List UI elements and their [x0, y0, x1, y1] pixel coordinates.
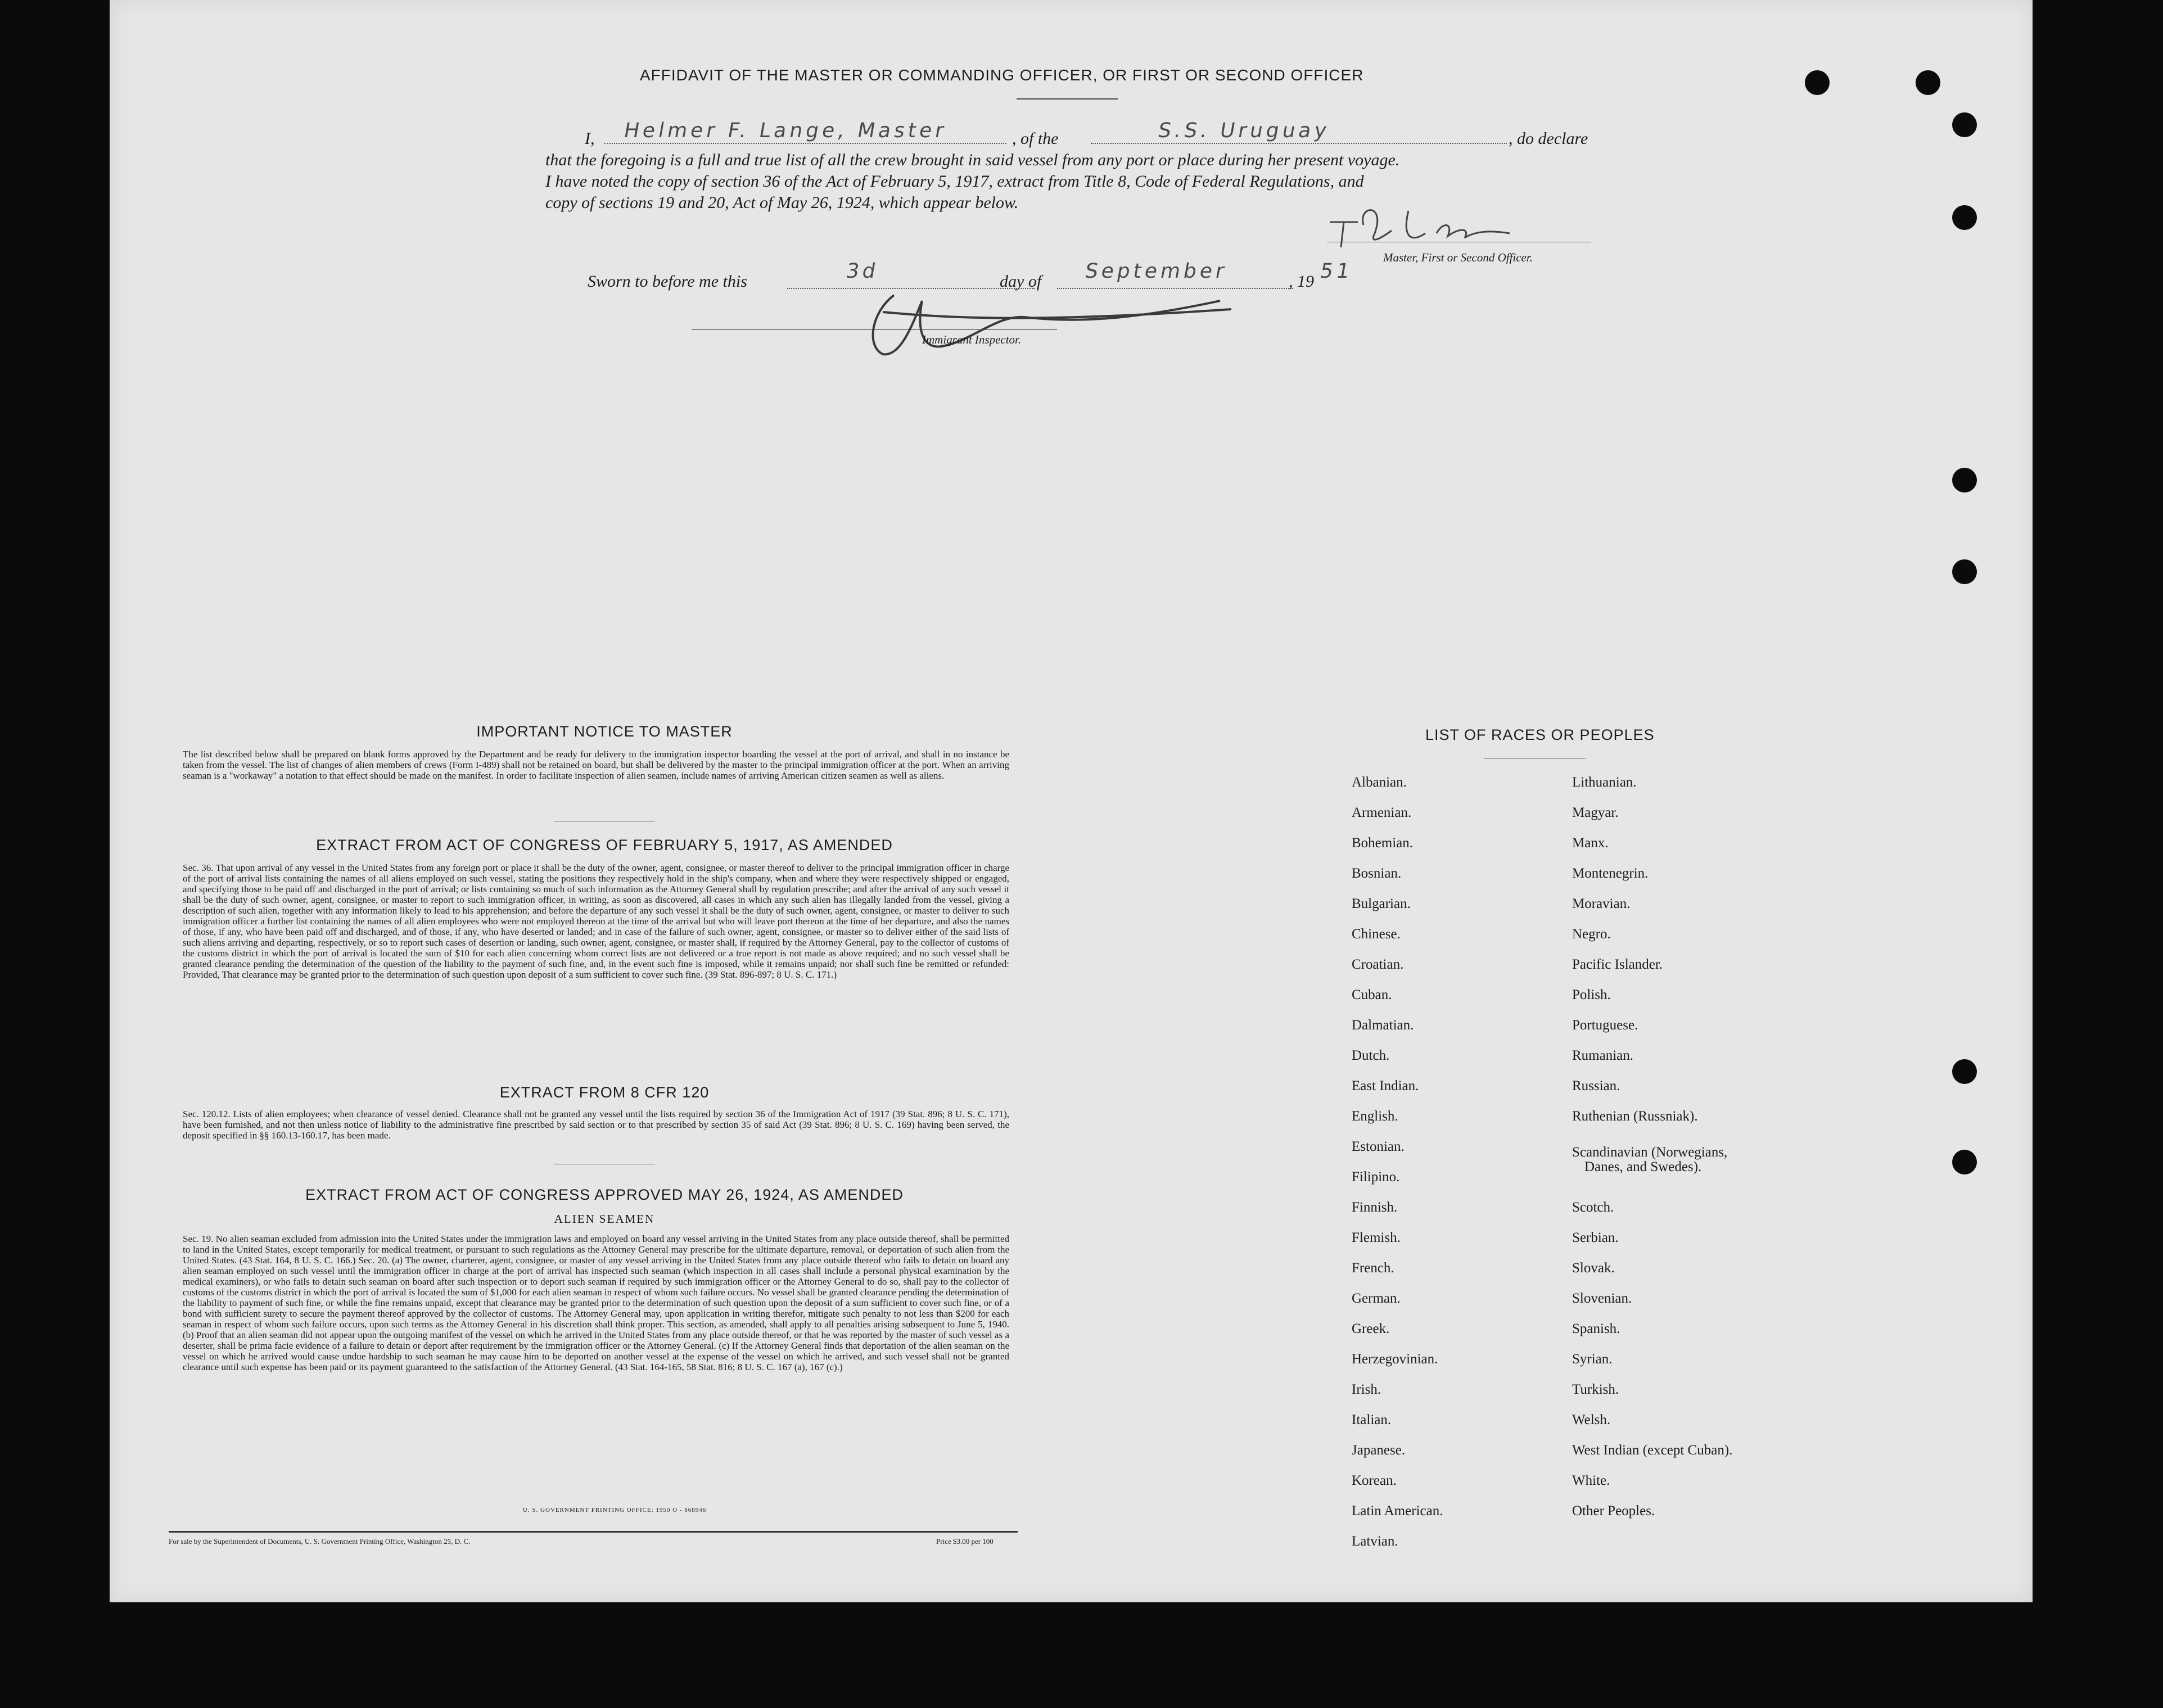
race-item: Polish.: [1572, 987, 1611, 1002]
vessel-line: [1091, 143, 1507, 144]
race-item: Serbian.: [1572, 1230, 1619, 1245]
race-item: Rumanian.: [1572, 1048, 1634, 1063]
binder-hole: [1952, 205, 1977, 230]
declaration-line-1: [585, 128, 595, 150]
race-item: Russian.: [1572, 1078, 1620, 1094]
race-item: Other Peoples.: [1572, 1503, 1655, 1519]
race-item: French.: [1352, 1260, 1394, 1276]
race-item: Pacific Islander.: [1572, 957, 1663, 972]
race-item: Manx.: [1572, 835, 1609, 851]
race-item: White.: [1572, 1473, 1610, 1488]
races-title: LIST OF RACES OR PEOPLES: [1425, 726, 1655, 743]
inspector-signature-line: [692, 329, 1057, 330]
race-item: Magyar.: [1572, 805, 1619, 820]
inspector-signature: [860, 278, 1243, 363]
race-item: Ruthenian (Russniak).: [1572, 1109, 1698, 1124]
race-item: Finnish.: [1352, 1200, 1398, 1215]
binder-hole: [1952, 1059, 1977, 1084]
binder-hole: [1805, 70, 1830, 95]
notice-title: IMPORTANT NOTICE TO MASTER: [476, 723, 733, 740]
race-item: Italian.: [1352, 1412, 1392, 1427]
race-item: Scotch.: [1572, 1200, 1614, 1215]
sworn-label: Sworn to before me this: [588, 272, 747, 291]
race-item: Latin American.: [1352, 1503, 1443, 1519]
race-item: Armenian.: [1352, 805, 1412, 820]
race-item: Korean.: [1352, 1473, 1397, 1488]
binder-hole: [1952, 112, 1977, 137]
do-declare-label: , do declare: [1509, 129, 1588, 148]
race-item: Slovak.: [1572, 1260, 1615, 1276]
race-item: German.: [1352, 1291, 1401, 1306]
race-item: English.: [1352, 1109, 1398, 1124]
race-item: Estonian.: [1352, 1139, 1405, 1154]
year-handwritten: 51: [1318, 260, 1355, 283]
month-handwritten: September: [1083, 260, 1230, 283]
race-item: Scandinavian (Norwegians,: [1572, 1145, 1728, 1160]
declaration-line-2: that the foregoing is a full and true list of all the crew brought in said vessel from any port or place during her present voyage.: [545, 151, 1400, 169]
race-item: Albanian.: [1352, 775, 1407, 790]
race-item: Cuban.: [1352, 987, 1392, 1002]
race-item: West Indian (except Cuban).: [1572, 1443, 1733, 1458]
race-item: Bosnian.: [1352, 866, 1402, 881]
binder-hole: [1916, 70, 1940, 95]
race-item: Montenegrin.: [1572, 866, 1649, 881]
race-item: Welsh.: [1572, 1412, 1611, 1427]
race-item: Flemish.: [1352, 1230, 1401, 1245]
officer-label: Master, First or Second Officer.: [1383, 251, 1533, 264]
race-item: Portuguese.: [1572, 1018, 1638, 1033]
race-item: Danes, and Swedes).: [1584, 1159, 1702, 1174]
race-item: Spanish.: [1572, 1321, 1620, 1336]
race-item: Japanese.: [1352, 1443, 1406, 1458]
notice-text: The list described below shall be prepared on blank forms approved by the Department and be ready for delivery to the immigration inspector boarding the vessel at the port of arrival, and shall in no instance be taken from the vessel. The list of changes of alien members of crews (Form I-489) shall not be retained on board, but shall be delivered by the master to the principal immigration officer at the port. When an arriving seaman is a "workaway" a notation to that effect should be made on the manifest. In order to facilitate inspection of alien seamen, include names of arriving American citizen seamen as well as aliens.: [183, 749, 1009, 781]
inspector-label: Immigrant Inspector.: [922, 333, 1022, 346]
sale-notice: For sale by the Superintendent of Documents, U. S. Government Printing Office, Washington 25, D. C.: [169, 1537, 471, 1546]
extract-1924-title: EXTRACT FROM ACT OF CONGRESS APPROVED MAY 26, 1924, AS AMENDED: [305, 1186, 904, 1203]
race-item: Dutch.: [1352, 1048, 1390, 1063]
race-item: Chinese.: [1352, 927, 1401, 942]
title-rule: [1017, 98, 1118, 100]
race-item: Slovenian.: [1572, 1291, 1632, 1306]
extract-cfr-text: Sec. 120.12. Lists of alien employees; when clearance of vessel denied. Clearance shall not be granted any vessel until the lists required by section 36 of the Immigration Act of 1917 (39 Stat. 896; 8 U. S. C. 171), have been furnished, and not then unless notice of liability to the administrative fine prescribed by said section or to that prescribed by section 35 of said Act (39 Stat. 896; 8 U. S. C. 169) having been served, the deposit specified in §§ 160.13-160.17, has been made.: [183, 1109, 1009, 1141]
binder-hole: [1952, 468, 1977, 492]
race-item: Greek.: [1352, 1321, 1390, 1336]
race-item: Irish.: [1352, 1382, 1381, 1397]
race-item: Croatian.: [1352, 957, 1404, 972]
master-signature: [1324, 200, 1515, 250]
vessel-handwritten: S.S. Uruguay: [1156, 119, 1332, 142]
race-item: Turkish.: [1572, 1382, 1619, 1397]
declaration-line-3: I have noted the copy of section 36 of the Act of February 5, 1917, extract from Title 8, Code of Federal Regulations, and: [545, 172, 1364, 191]
alien-seamen-subtitle: ALIEN SEAMEN: [554, 1212, 655, 1226]
day-of-label: day of: [1000, 272, 1042, 291]
race-item: Moravian.: [1572, 896, 1631, 911]
day-handwritten: 3d: [844, 260, 881, 283]
extract-cfr-title: EXTRACT FROM 8 CFR 120: [499, 1084, 710, 1101]
affidavit-title: AFFIDAVIT OF THE MASTER OR COMMANDING OFFICER, OR FIRST OR SECOND OFFICER: [640, 66, 1364, 84]
master-name-handwritten: Helmer F. Lange, Master: [622, 119, 949, 142]
race-item: Negro.: [1572, 927, 1611, 942]
race-item: Herzegovinian.: [1352, 1352, 1438, 1367]
i-label: I,: [585, 129, 595, 148]
price-notice: Price $3.00 per 100: [936, 1537, 994, 1546]
race-item: Bulgarian.: [1352, 896, 1411, 911]
extract-1917-title: EXTRACT FROM ACT OF CONGRESS OF FEBRUARY 5, 1917, AS AMENDED: [316, 837, 893, 853]
footer-rule: [169, 1531, 1018, 1533]
master-name-line: [604, 143, 1006, 144]
year-prefix-label: , 19: [1289, 272, 1314, 291]
race-item: Latvian.: [1352, 1534, 1398, 1549]
race-item: Dalmatian.: [1352, 1018, 1414, 1033]
race-item: East Indian.: [1352, 1078, 1419, 1094]
extract-1917-text: Sec. 36. That upon arrival of any vessel in the United States from any foreign port or place it shall be the duty of the owner, agent, consignee, or master thereof to deliver to the principal immigration officer in charge of the port of arrival lists containing the names of all aliens employed on such vessel, stating the positions they respectively hold in the ship's company, when and where they were respectively shipped or engaged, and specifying those to be paid off and discharged in the port of arrival; or lists containing so much of such information as the Attorney General shall by regulation prescribe; and after the arrival of any such vessel it shall be the duty of such owner, agent, consignee, or master to report to such immigration officer, in writing, as soon as discovered, all cases in which any such alien has illegally landed from the vessel, giving a description of such alien, together with any information likely to lead to his apprehension; and before the departure of any such vessel it shall be the duty of such owner, agent, consignee, or master to deliver to such immigration officer a further list containing the names of all alien employees who were not employed thereon at the time of the arrival but who will leave port thereon at the time of her departure, and also the names of those, if any, who have been paid off and discharged, and of those, if any, who have deserted or landed; and in case of the failure of such owner, agent, consignee, or master so to deliver either of the said lists of such aliens arriving and departing, respectively, or so to report such cases of desertion or landing, such owner, agent, consignee, or master shall, if required by the Attorney General, pay to the collector of customs of the customs district in which the port of arrival is located the sum of $10 for each alien concerning whom correct lists are not delivered or a true report is not made as above required; and no such vessel shall be granted clearance pending the determination of the question of the liability to the payment of such fine, and, in the event such fine is imposed, while it remains unpaid; nor shall such fine be remitted or refunded: Provided, That clearance may be granted prior to the determination of such question upon deposit of a sum sufficient to cover such fine. (39 Stat. 896-897; 8 U. S. C. 171.): [183, 862, 1009, 980]
race-item: Syrian.: [1572, 1352, 1613, 1367]
declaration-line-4: copy of sections 19 and 20, Act of May 26, 1924, which appear below.: [545, 193, 1019, 212]
of-the-label: , of the: [1012, 129, 1059, 148]
race-item: Lithuanian.: [1572, 775, 1637, 790]
binder-hole: [1952, 1150, 1977, 1174]
extract-1924-text: Sec. 19. No alien seaman excluded from admission into the United States under the immigration laws and employed on board any vessel arriving in the United States from any place outside thereof, shall be permitted to land in the United States, except temporarily for medical treatment, or pursuant to such regulations as the Attorney General may prescribe for the ultimate departure, removal, or deportation of such alien from the United States. (43 Stat. 164, 8 U. S. C. 166.) Sec. 20. (a) The owner, charterer, agent, consignee, or master of any vessel arriving in the United States from any place outside thereof who fails to detain on board any alien seaman employed on such vessel until the immigration officer in charge at the port of arrival has inspected such seaman (which inspection in all cases shall include a personal physical examination by the medical examiners), or who fails to detain such seaman on board after such inspection or to deport such seaman if required by such immigration officer or the Attorney General to do so, shall pay to the collector of customs of the customs district in which the port of arrival is located the sum of $1,000 for each alien seaman in respect of whom such failure occurs. No vessel shall be granted clearance pending the determination of the liability to payment of such fine, or while the fine remains unpaid, except that clearance may be granted prior to the determination of such question upon the deposit of a sum sufficient to cover such fine, or of a bond with sufficient surety to secure the payment thereof approved by the collector of customs. The Attorney General may, upon application in writing therefor, mitigate such penalty to not less than $200 for each seaman in respect of whom such failure occurs, upon such terms as the Attorney General in his discretion shall think proper. This section, as amended, shall apply to all penalties arising subsequent to June 5, 1940. (b) Proof that an alien seaman did not appear upon the outgoing manifest of the vessel on which he arrived in the United States from any place outside thereof, or that he was reported by the master of such vessel as a deserter, shall be prima facie evidence of a failure to detain or deport after requirement by the immigration officer or the Attorney General. (c) If the Attorney General finds that deportation of the alien seaman on the vessel on which he arrived would cause undue hardship to such seaman he may cause him to be deported on another vessel at the expense of the vessel on which he arrived, and such vessel shall not be granted clearance until such expense has been paid or its payment guaranteed to the satisfaction of the Attorney General. (43 Stat. 164-165, 58 Stat. 816; 8 U. S. C. 167 (a), 167 (c).): [183, 1233, 1009, 1372]
race-item: Filipino.: [1352, 1169, 1400, 1185]
binder-hole: [1952, 559, 1977, 584]
race-item: Bohemian.: [1352, 835, 1414, 851]
gpo-imprint: U. S. GOVERNMENT PRINTING OFFICE: 1950 O - 868946: [523, 1507, 707, 1513]
